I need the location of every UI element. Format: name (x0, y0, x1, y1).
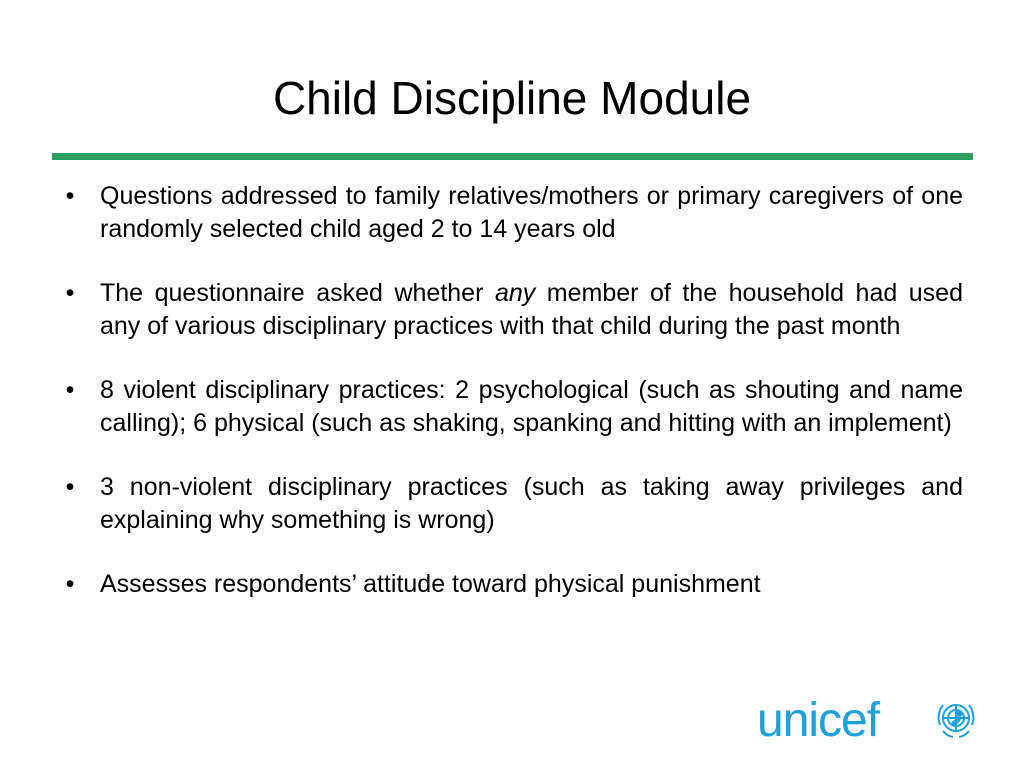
bullet-text-pre: The questionnaire asked whether (100, 279, 495, 307)
bullet-text: 8 violent disciplinary practices: 2 psychological (such as shouting and name calling); 6 physical (such as shaking, spanking and hitting with an implement) (100, 376, 963, 437)
bullet-item (60, 277, 963, 343)
slide-title: Child Discipline Module (272, 72, 752, 124)
bullet-text (100, 279, 963, 340)
bullet-dot: • (65, 570, 75, 598)
bullet-dot: • (65, 376, 75, 404)
bullet-dot: • (65, 279, 75, 307)
logo-wordmark: unicef (757, 694, 880, 747)
bullet-text-post: member of the household had used any of various disciplinary practices with that child during the past month (100, 279, 963, 340)
bullet-dot: • (65, 473, 75, 501)
bullet-text: Questions addressed to family relatives/mothers or primary caregivers of one randomly selected child aged 2 to 14 years old (100, 182, 963, 243)
bullet-item (60, 374, 963, 440)
title-divider (52, 153, 973, 160)
bullet-text: Assesses respondents’ attitude toward physical punishment (100, 570, 761, 598)
bullet-dot: • (65, 182, 75, 210)
unicef-logo (757, 693, 977, 749)
bullet-text-emphasis: any (494, 279, 536, 307)
bullet-item (60, 568, 963, 601)
bullet-text: 3 non-violent disciplinary practices (such as taking away privileges and explaining why something is wrong) (100, 473, 963, 534)
bullet-item (60, 180, 963, 246)
unicef-emblem-icon (935, 697, 977, 739)
bullet-list (60, 180, 963, 632)
bullet-item (60, 471, 963, 537)
